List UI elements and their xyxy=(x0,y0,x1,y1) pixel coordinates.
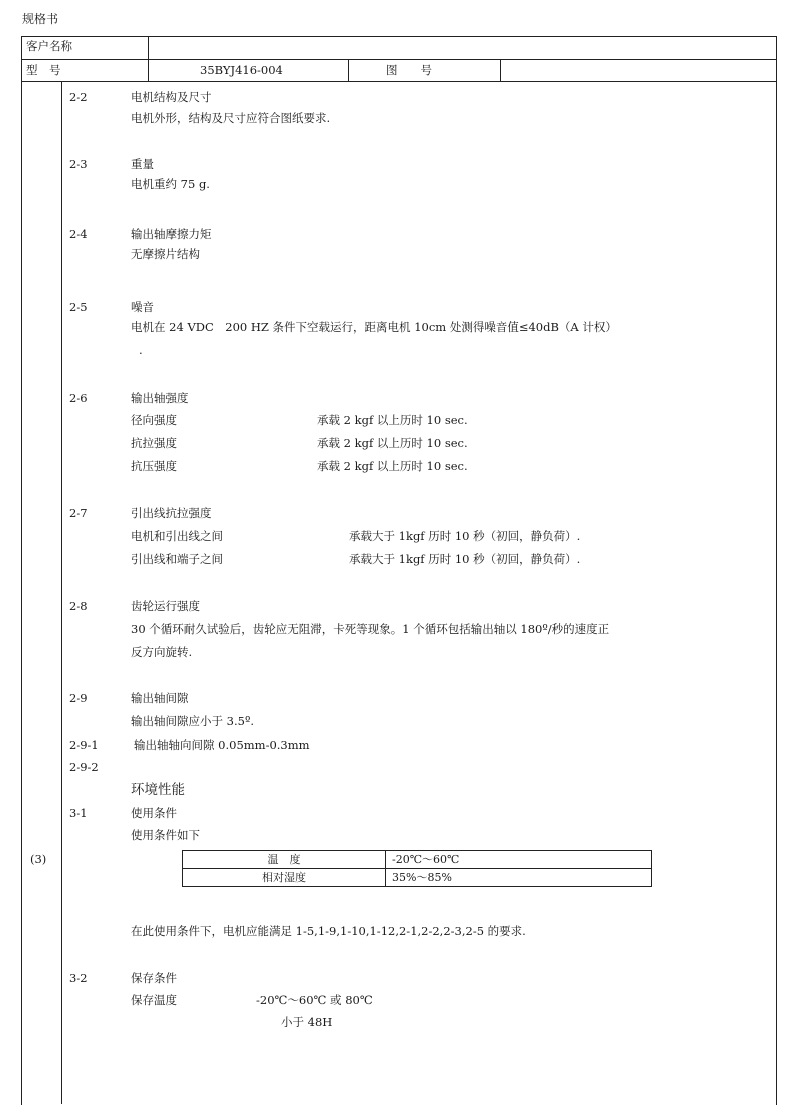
section-title: 噪音 xyxy=(131,300,154,314)
section-title: 保存条件 xyxy=(131,971,177,985)
section-body: 电机外形，结构及尺寸应符合图纸要求. xyxy=(131,111,331,125)
divider xyxy=(148,36,149,82)
divider xyxy=(61,81,62,1104)
spec-row-label: 电机和引出线之间 xyxy=(131,529,223,543)
table-row xyxy=(183,869,652,887)
spec-row-value: 承载大于 1kgf 历时 10 秒（初回，静负荷）. xyxy=(349,552,581,566)
spec-row-value: 承载 2 kgf 以上历时 10 sec. xyxy=(317,436,468,450)
section-number: 2-2 xyxy=(69,90,88,104)
table-cell-label: 相对湿度 xyxy=(183,869,386,887)
spec-row-label: 引出线和端子之间 xyxy=(131,552,223,566)
section-number: 2-9 xyxy=(69,691,88,705)
model-label: 型 号 xyxy=(26,63,61,77)
section-title: 输出轴强度 xyxy=(131,391,189,405)
section-number: 2-9-2 xyxy=(69,760,99,774)
spec-frame xyxy=(21,36,777,1105)
divider xyxy=(21,81,776,82)
section-title: 引出线抗拉强度 xyxy=(131,506,212,520)
spec-row-label: 抗拉强度 xyxy=(131,436,177,450)
spec-row-value: 承载 2 kgf 以上历时 10 sec. xyxy=(317,413,468,427)
section-title: 输出轴摩擦力矩 xyxy=(131,227,212,241)
table-cell-value: 35%～85% xyxy=(386,869,652,887)
side-page-label: (3) xyxy=(30,852,47,866)
env-section-title: 环境性能 xyxy=(131,782,185,798)
spec-row-value: 承载大于 1kgf 历时 10 秒（初回，静负荷）. xyxy=(349,529,581,543)
section-body: 电机在 24 VDC 200 HZ 条件下空载运行，距离电机 10cm 处测得噪音值≤40dB（A 计权） xyxy=(131,320,617,334)
section-number: 2-7 xyxy=(69,506,88,520)
usage-note: 在此使用条件下，电机应能满足 1-5,1-9,1-10,1-12,2-1,2-2,2-3,2-5 的要求. xyxy=(131,924,526,938)
section-body: 30 个循环耐久试验后，齿轮应无阻滞，卡死等现象。1 个循环包括输出轴以 180º/秒的速度正 xyxy=(131,622,610,636)
drawing-number-label: 图 号 xyxy=(386,63,432,77)
section-body-continued: . xyxy=(139,343,143,357)
section-number: 2-4 xyxy=(69,227,88,241)
section-title: 齿轮运行强度 xyxy=(131,599,200,613)
section-number: 2-9-1 xyxy=(69,738,99,752)
section-number: 3-2 xyxy=(69,971,88,985)
spec-row-value: 承载 2 kgf 以上历时 10 sec. xyxy=(317,459,468,473)
model-value: 35BYJ416-004 xyxy=(200,63,283,77)
storage-temp-label: 保存温度 xyxy=(131,993,177,1007)
table-row xyxy=(183,851,652,869)
usage-conditions-table xyxy=(182,850,652,887)
section-title: 输出轴间隙 xyxy=(131,691,189,705)
divider xyxy=(21,59,776,60)
spec-row-label: 抗压强度 xyxy=(131,459,177,473)
section-title: 电机结构及尺寸 xyxy=(131,90,212,104)
section-number: 2-3 xyxy=(69,157,88,171)
spec-row-label: 径向强度 xyxy=(131,413,177,427)
storage-duration: 小于 48H xyxy=(281,1015,333,1029)
section-title: 使用条件 xyxy=(131,806,177,820)
section-body: 输出轴轴向间隙 0.05mm-0.3mm xyxy=(134,738,310,752)
section-title: 重量 xyxy=(131,157,154,171)
section-body: 使用条件如下 xyxy=(131,828,200,842)
section-number: 2-5 xyxy=(69,300,88,314)
divider xyxy=(500,59,501,82)
section-body-continued: 反方向旋转. xyxy=(131,645,193,659)
customer-name-label: 客户名称 xyxy=(26,39,72,53)
storage-temp-value: -20℃～60℃ 或 80℃ xyxy=(256,993,373,1007)
table-cell-label: 温 度 xyxy=(183,851,386,869)
section-body: 电机重约 75 g. xyxy=(131,177,210,191)
divider xyxy=(348,59,349,82)
section-body: 无摩擦片结构 xyxy=(131,247,200,261)
section-body: 输出轴间隙应小于 3.5º. xyxy=(131,714,255,728)
document-title: 规格书 xyxy=(22,12,59,26)
section-number: 3-1 xyxy=(69,806,88,820)
section-number: 2-6 xyxy=(69,391,88,405)
table-cell-value: -20℃～60℃ xyxy=(386,851,652,869)
section-number: 2-8 xyxy=(69,599,88,613)
